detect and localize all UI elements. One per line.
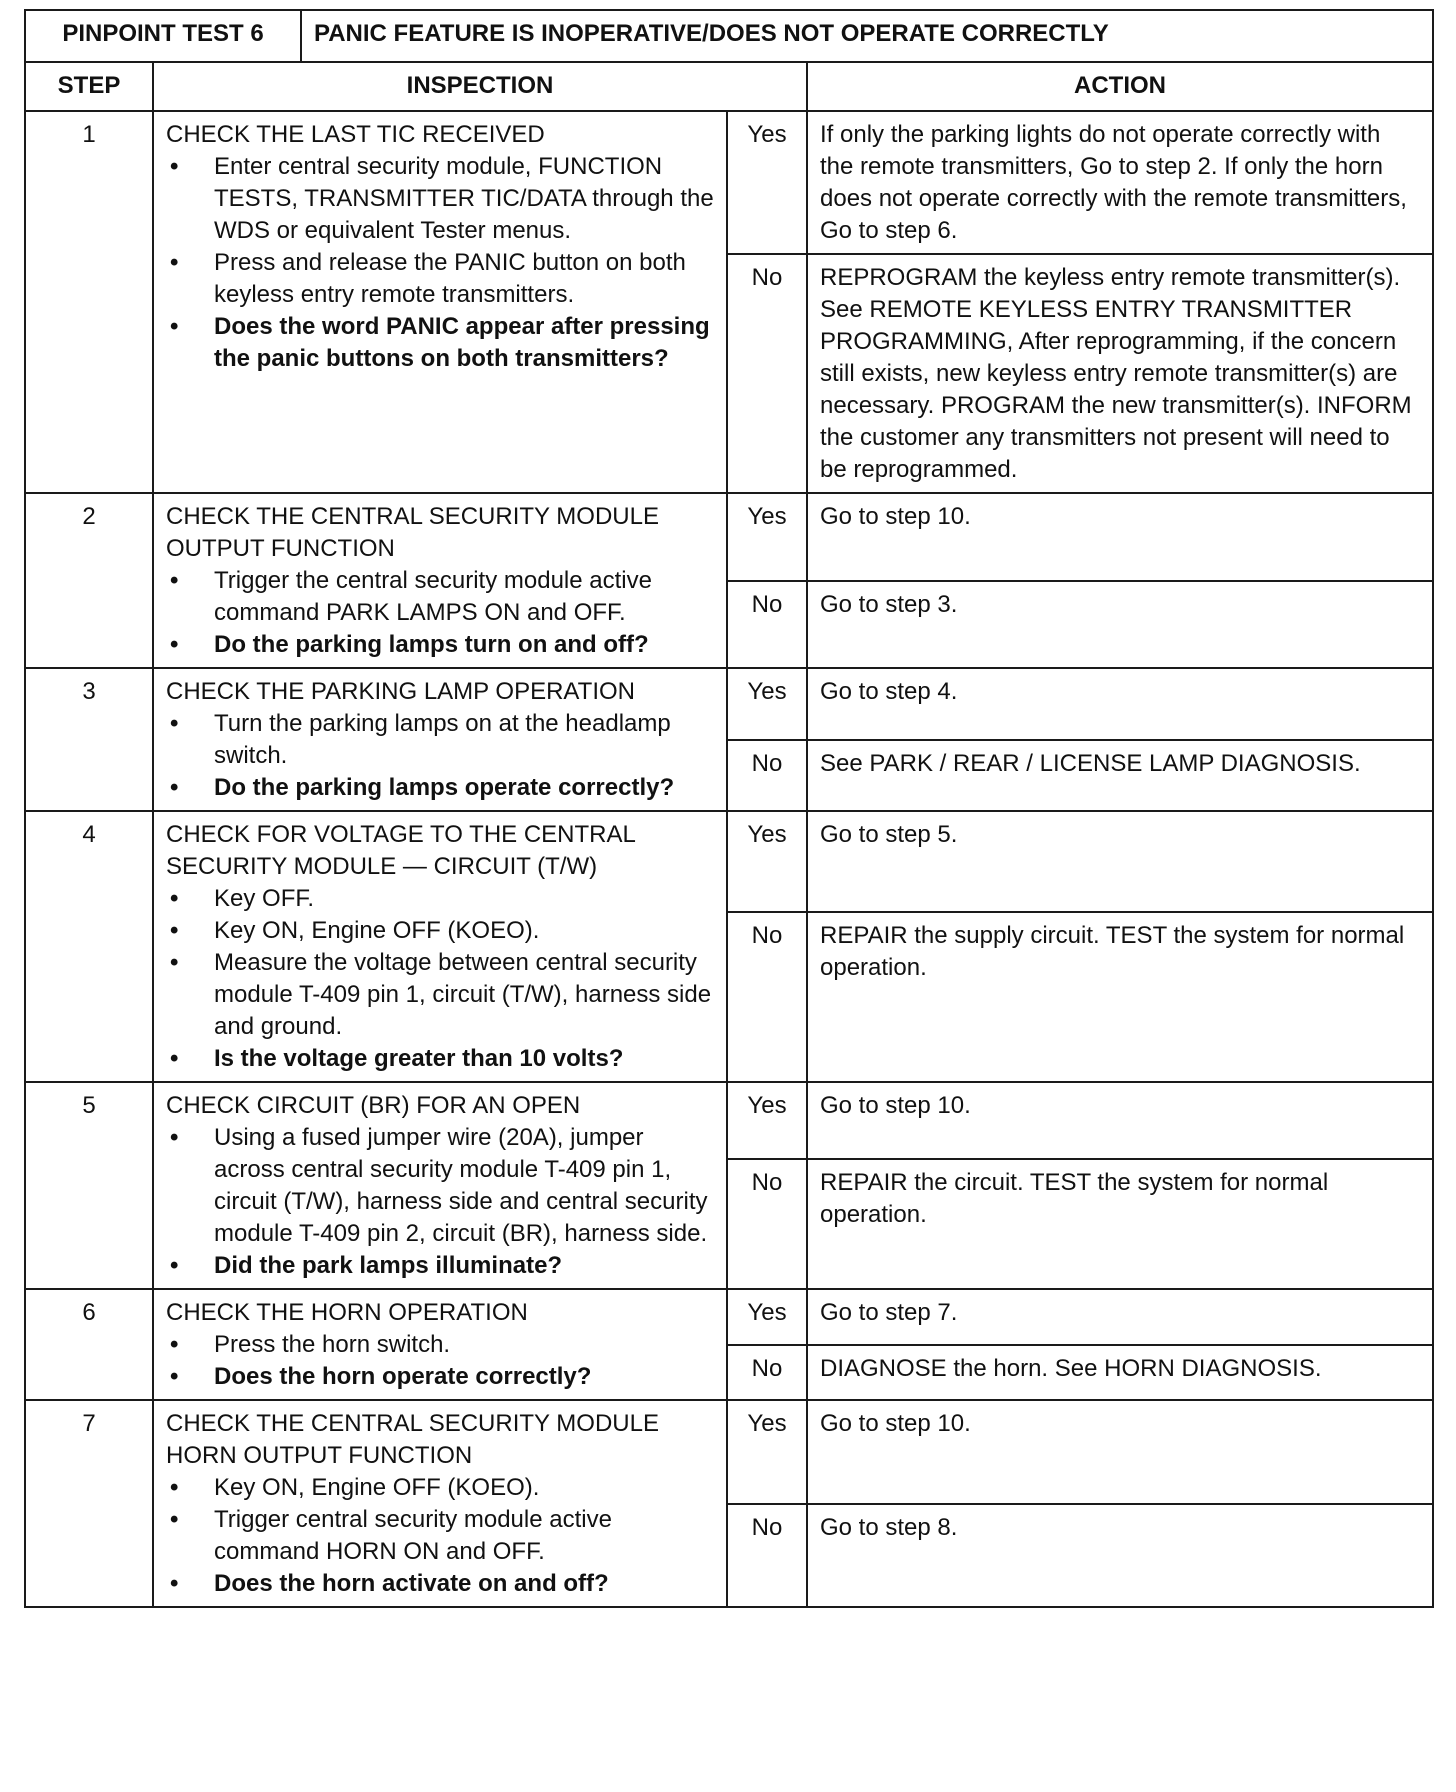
inspection-bullet: • Measure the voltage between central security module T-409 pin 1, circuit (T/W), harness side and ground. xyxy=(166,947,714,1043)
inspection-cell xyxy=(153,668,727,811)
step-row xyxy=(25,1289,1433,1345)
no-action: DIAGNOSE the horn. See HORN DIAGNOSIS. xyxy=(807,1345,1433,1401)
inspection-bullet: • Enter central security module, FUNCTION TESTS, TRANSMITTER TIC/DATA through the WDS or equivalent Tester menus. xyxy=(166,151,714,247)
inspection-title: CHECK THE PARKING LAMP OPERATION xyxy=(166,678,635,705)
step-number: 2 xyxy=(25,493,153,668)
inspection-bullets xyxy=(166,565,714,661)
yes-action: Go to step 10. xyxy=(807,1082,1433,1159)
inspection-cell xyxy=(153,811,727,1082)
step-row xyxy=(25,493,1433,581)
yes-action: Go to step 7. xyxy=(807,1289,1433,1345)
yes-action: If only the parking lights do not operate correctly with the remote transmitters, Go to step 2. If only the horn does not operate correctly with the remote transmitters, Go to step 6. xyxy=(807,111,1433,254)
yes-action: Go to step 10. xyxy=(807,493,1433,581)
inspection-question: • Does the word PANIC appear after pressing the panic buttons on both transmitters? xyxy=(166,311,714,375)
action-header: ACTION xyxy=(807,62,1433,111)
step-number: 1 xyxy=(25,111,153,493)
yes-label: Yes xyxy=(727,1400,807,1504)
no-action: Go to step 3. xyxy=(807,581,1433,669)
step-number: 4 xyxy=(25,811,153,1082)
inspection-cell xyxy=(153,111,727,493)
step-row xyxy=(25,111,1433,254)
step-row xyxy=(25,811,1433,912)
no-action: REPAIR the circuit. TEST the system for normal operation. xyxy=(807,1159,1433,1289)
no-label: No xyxy=(727,1159,807,1289)
inspection-bullet: • Key ON, Engine OFF (KOEO). xyxy=(166,1472,714,1504)
yes-action: Go to step 4. xyxy=(807,668,1433,740)
yes-label: Yes xyxy=(727,668,807,740)
inspection-question: • Do the parking lamps operate correctly? xyxy=(166,772,714,804)
no-label: No xyxy=(727,740,807,812)
inspection-cell xyxy=(153,1400,727,1607)
inspection-bullet: • Press and release the PANIC button on both keyless entry remote transmitters. xyxy=(166,247,714,311)
step-header: STEP xyxy=(25,62,153,111)
inspection-bullet: • Using a fused jumper wire (20A), jumper across central security module T-409 pin 1, circuit (T/W), harness side and central security module T-409 pin 2, circuit (BR), harness side. xyxy=(166,1122,714,1250)
inspection-cell xyxy=(153,493,727,668)
inspection-question: • Does the horn activate on and off? xyxy=(166,1568,714,1600)
inspection-bullet: • Press the horn switch. xyxy=(166,1329,714,1361)
inspection-cell xyxy=(153,1289,727,1400)
column-headers xyxy=(25,62,1433,111)
inspection-bullet: • Key OFF. xyxy=(166,883,714,915)
inspection-title: CHECK FOR VOLTAGE TO THE CENTRAL SECURITY MODULE — CIRCUIT (T/W) xyxy=(166,821,635,880)
no-action: REPAIR the supply circuit. TEST the system for normal operation. xyxy=(807,912,1433,1082)
step-number: 7 xyxy=(25,1400,153,1607)
inspection-bullet: • Turn the parking lamps on at the headlamp switch. xyxy=(166,708,714,772)
no-action: REPROGRAM the keyless entry remote transmitter(s). See REMOTE KEYLESS ENTRY TRANSMITTER PROGRAMMING, After reprogramming, if the concern still exists, new keyless entry remote transmitter(s) are necessary. PROGRAM the new transmitter(s). INFORM the customer any transmitters not present will need to be reprogrammed. xyxy=(807,254,1433,493)
yes-label: Yes xyxy=(727,1289,807,1345)
no-label: No xyxy=(727,1345,807,1401)
inspection-bullet: • Trigger the central security module active command PARK LAMPS ON and OFF. xyxy=(166,565,714,629)
yes-label: Yes xyxy=(727,493,807,581)
no-label: No xyxy=(727,581,807,669)
inspection-bullet: • Key ON, Engine OFF (KOEO). xyxy=(166,915,714,947)
inspection-title: CHECK THE LAST TIC RECEIVED xyxy=(166,121,545,148)
inspection-bullets xyxy=(166,151,714,375)
inspection-title: CHECK CIRCUIT (BR) FOR AN OPEN xyxy=(166,1092,581,1119)
inspection-bullets xyxy=(166,1329,714,1393)
yes-label: Yes xyxy=(727,111,807,254)
inspection-bullets xyxy=(166,883,714,1075)
no-label: No xyxy=(727,254,807,493)
inspection-question: • Does the horn operate correctly? xyxy=(166,1361,714,1393)
test-title: PANIC FEATURE IS INOPERATIVE/DOES NOT OPERATE CORRECTLY xyxy=(301,10,1433,62)
test-id: PINPOINT TEST 6 xyxy=(25,10,301,62)
inspection-title: CHECK THE HORN OPERATION xyxy=(166,1299,528,1326)
yes-action: Go to step 10. xyxy=(807,1400,1433,1504)
inspection-bullets xyxy=(166,708,714,804)
step-number: 5 xyxy=(25,1082,153,1289)
inspection-header: INSPECTION xyxy=(153,62,807,111)
step-number: 3 xyxy=(25,668,153,811)
step-row xyxy=(25,1400,1433,1504)
yes-label: Yes xyxy=(727,811,807,912)
no-label: No xyxy=(727,912,807,1082)
inspection-question: • Is the voltage greater than 10 volts? xyxy=(166,1043,714,1075)
inspection-bullets xyxy=(166,1122,714,1282)
inspection-question: • Did the park lamps illuminate? xyxy=(166,1250,714,1282)
step-row xyxy=(25,668,1433,740)
step-number: 6 xyxy=(25,1289,153,1400)
no-action: Go to step 8. xyxy=(807,1504,1433,1608)
yes-label: Yes xyxy=(727,1082,807,1159)
inspection-bullet: • Trigger central security module active command HORN ON and OFF. xyxy=(166,1504,714,1568)
inspection-cell xyxy=(153,1082,727,1289)
no-action: See PARK / REAR / LICENSE LAMP DIAGNOSIS. xyxy=(807,740,1433,812)
step-row xyxy=(25,1082,1433,1159)
yes-action: Go to step 5. xyxy=(807,811,1433,912)
no-label: No xyxy=(727,1504,807,1608)
inspection-title: CHECK THE CENTRAL SECURITY MODULE OUTPUT FUNCTION xyxy=(166,503,659,562)
title-row xyxy=(25,10,1433,62)
pinpoint-test-table xyxy=(24,9,1434,1608)
inspection-title: CHECK THE CENTRAL SECURITY MODULE HORN OUTPUT FUNCTION xyxy=(166,1410,659,1469)
inspection-bullets xyxy=(166,1472,714,1600)
inspection-question: • Do the parking lamps turn on and off? xyxy=(166,629,714,661)
